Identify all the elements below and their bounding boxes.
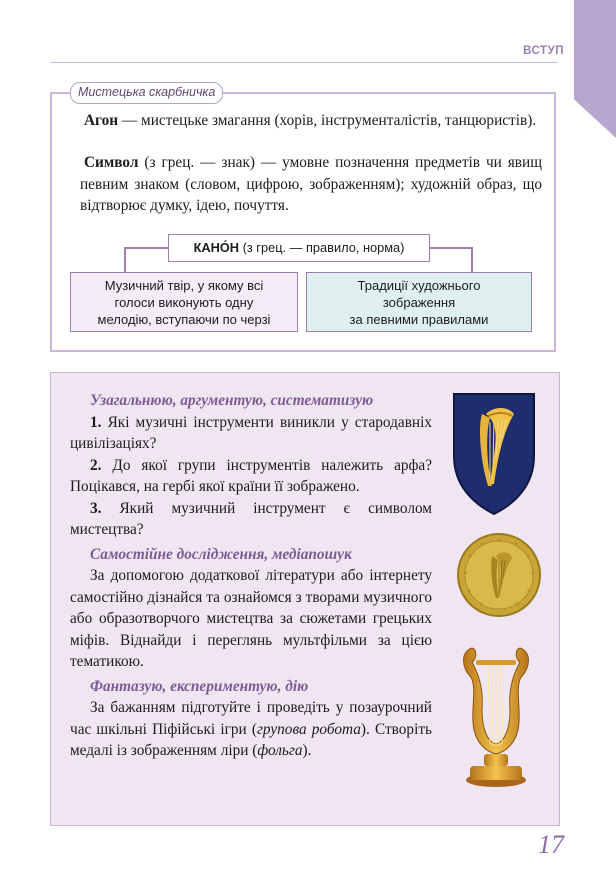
header-rule [50,62,558,63]
definition-symbol [80,152,542,217]
question-1 [70,412,432,455]
question-text: Які музичні інструменти виникли у стародавніх цивілізаціях? [70,413,432,452]
term-symbol: Символ [84,154,139,171]
question-number: 2. [90,456,102,474]
heading-fantasy: Фантазую, експериментую, дію [90,677,309,695]
canon-link-left-drop [124,247,126,272]
piggy-bank-tag: Мистецька скарбничка [70,82,223,104]
fantasy-text: ). Створіть медалі із зображенням ліри ( [70,720,432,759]
research-paragraph: За допомогою додаткової літератури або інтернету самостійно дізнайся та ознайомся з творами музичного або образотворчого мистецтва за сюжетами грецьких міфів. Віднайди і переглянь мультфільми за цією тематикою. [70,567,432,670]
euro-coin-harp-icon [456,532,542,618]
heading-research: Самостійне дослідження, медіапошук [90,545,352,563]
agon-text: — мистецьке змагання (хорів, інструменталістів, танцюристів). [118,112,537,129]
canon-term: КАНО́Н [193,240,240,255]
canon-art-line: за певними правилами [349,311,489,327]
section-label: ВСТУП [523,45,564,57]
golden-lyre-icon [454,640,538,790]
canon-art-line: зображення [382,294,456,310]
tasks-text [70,390,432,762]
canon-art-line: Традиції художнього [357,277,481,293]
canon-gloss: (з грец. — правило, норма) [239,240,405,255]
question-number: 1. [90,413,102,431]
question-number: 3. [90,499,102,517]
term-agon: Агон [84,112,119,129]
definition-agon [80,110,542,132]
canon-box [168,234,430,262]
canon-link-right-drop [471,247,473,272]
canon-music-box [70,272,298,332]
canon-link-right [430,247,472,249]
question-2 [70,455,432,498]
coat-of-arms-harp-icon [450,390,538,518]
canon-art-box [306,272,532,332]
question-3 [70,498,432,541]
fantasy-group-note: групова робота [256,720,361,738]
symbol-text: (з грец. — знак) — умовне позначення предметів чи явищ певним знаком (словом, цифрою, зображенням); художній образ, що відтворює думку, ідею, почуття. [80,154,542,214]
fantasy-text: За бажанням підготуйте і проведіть у позаурочний час шкільні Піфійські ігри ( [70,699,432,738]
canon-music-line: голоси виконують одну [114,294,254,310]
canon-music-line: мелодію, вступаючи по черзі [97,311,271,327]
heading-generalize: Узагальнюю, аргументую, систематизую [90,392,374,409]
page-number: 17 [538,830,564,859]
fantasy-paragraph [70,697,432,762]
question-text: До якої групи інструментів належить арфа? Поцікався, на гербі якої країни її зображено. [70,456,432,495]
fantasy-foil-note: фольга [257,742,303,759]
canon-link-left [124,247,168,249]
fantasy-text: ). [302,742,312,759]
canon-music-line: Музичний твір, у якому всі [104,277,264,293]
corner-tab [574,0,616,138]
question-text: Який музичний інструмент є символом мистецтва? [70,499,432,538]
